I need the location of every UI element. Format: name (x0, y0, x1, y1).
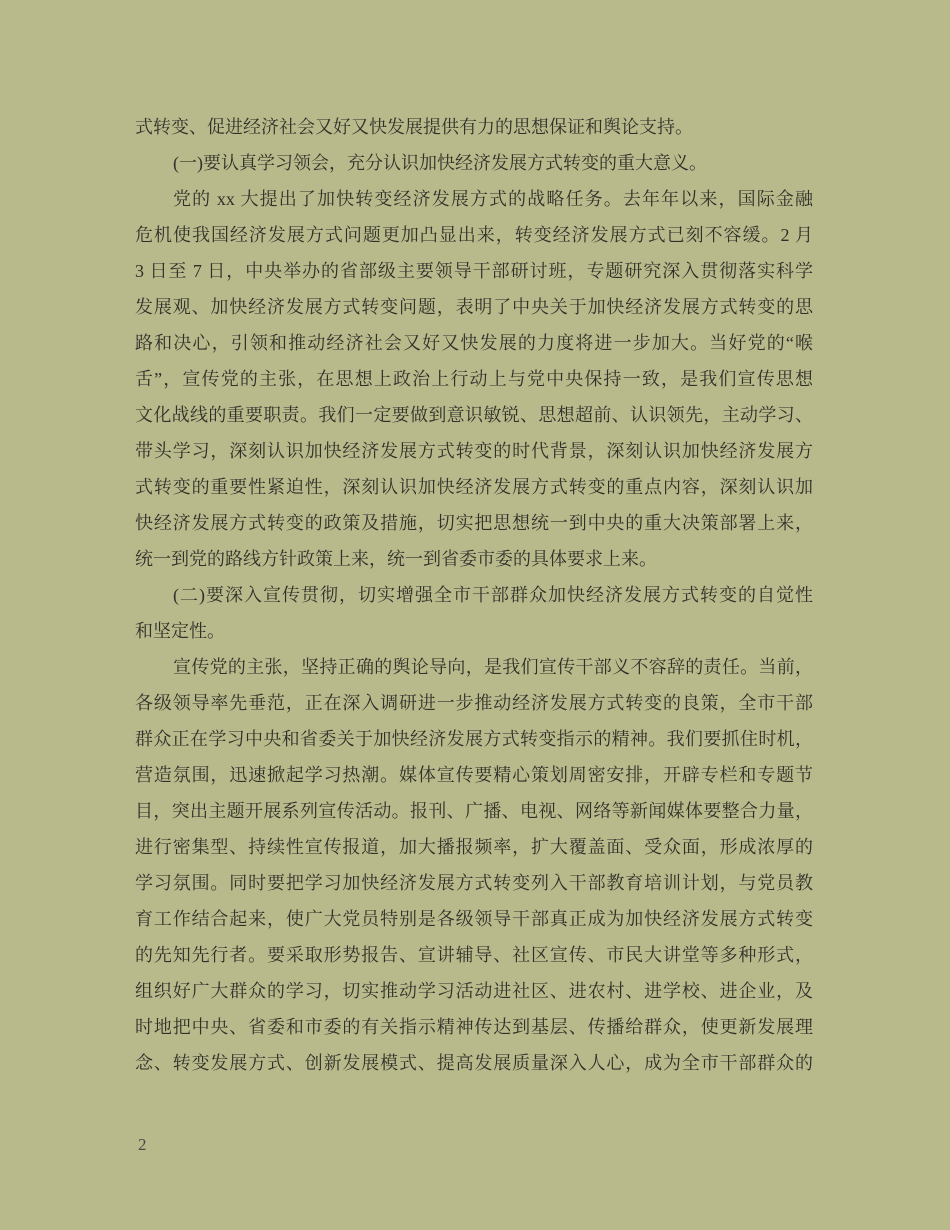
text-line: 式转变、促进经济社会又好又快发展提供有力的思想保证和舆论支持。 (135, 117, 693, 137)
text-line: 党的 xx 大提出了加快转变经济发展方式的战略任务。去年年以来，国际金融 (173, 189, 813, 209)
text-line: 式转变的重要性紧迫性，深刻认识加快经济发展方式转变的重点内容，深刻认识加 (135, 477, 813, 497)
text-line: (一)要认真学习领会，充分认识加快经济发展方式转变的重大意义。 (173, 153, 707, 173)
text-line: 带头学习，深刻认识加快经济发展方式转变的时代背景，深刻认识加快经济发展方 (135, 441, 813, 461)
text-line: 和坚定性。 (135, 621, 225, 641)
text-line: 文化战线的重要职责。我们一定要做到意识敏锐、思想超前、认识领先，主动学习、 (135, 405, 813, 425)
text-line: 学习氛围。同时要把学习加快经济发展方式转变列入干部教育培训计划，与党员教 (135, 873, 813, 893)
text-line: 育工作结合起来，使广大党员特别是各级领导干部真正成为加快经济发展方式转变 (135, 909, 813, 929)
text-line: 的先知先行者。要采取形势报告、宣讲辅导、社区宣传、市民大讲堂等多种形式， (135, 945, 813, 965)
text-line: 发展观、加快经济发展方式转变问题，表明了中央关于加快经济发展方式转变的思 (135, 297, 813, 317)
page-number: 2 (138, 1135, 147, 1154)
page-text (135, 109, 813, 1081)
text-line: 进行密集型、持续性宣传报道，加大播报频率，扩大覆盖面、受众面，形成浓厚的 (135, 837, 813, 857)
text-line: 各级领导率先垂范，正在深入调研进一步推动经济发展方式转变的良策，全市干部 (135, 693, 813, 713)
text-line: 统一到党的路线方针政策上来，统一到省委市委的具体要求上来。 (135, 549, 657, 569)
text-line: 宣传党的主张，坚持正确的舆论导向，是我们宣传干部义不容辞的责任。当前， (173, 657, 813, 677)
text-line: 时地把中央、省委和市委的有关指示精神传达到基层、传播给群众，使更新发展理 (135, 1017, 813, 1037)
text-line: 3 日至 7 日，中央举办的省部级主要领导干部研讨班，专题研究深入贯彻落实科学 (135, 261, 813, 281)
text-line: 群众正在学习中央和省委关于加快经济发展方式转变指示的精神。我们要抓住时机， (135, 729, 813, 749)
text-line: 念、转变发展方式、创新发展模式、提高发展质量深入人心，成为全市干部群众的 (135, 1053, 813, 1073)
text-line: 路和决心，引领和推动经济社会又好又快发展的力度将进一步加大。当好党的“喉 (135, 333, 813, 353)
text-line: 目，突出主题开展系列宣传活动。报刊、广播、电视、网络等新闻媒体要整合力量， (135, 801, 813, 821)
text-line: (二)要深入宣传贯彻，切实增强全市干部群众加快经济发展方式转变的自觉性 (173, 585, 813, 605)
text-line: 舌”，宣传党的主张，在思想上政治上行动上与党中央保持一致，是我们宣传思想 (135, 369, 813, 389)
text-line: 组织好广大群众的学习，切实推动学习活动进社区、进农村、进学校、进企业，及 (135, 981, 813, 1001)
text-line: 快经济发展方式转变的政策及措施，切实把思想统一到中央的重大决策部署上来， (135, 513, 813, 533)
text-line: 营造氛围，迅速掀起学习热潮。媒体宣传要精心策划周密安排，开辟专栏和专题节 (135, 765, 813, 785)
text-line: 危机使我国经济发展方式问题更加凸显出来，转变经济发展方式已刻不容缓。2 月 (135, 225, 813, 245)
